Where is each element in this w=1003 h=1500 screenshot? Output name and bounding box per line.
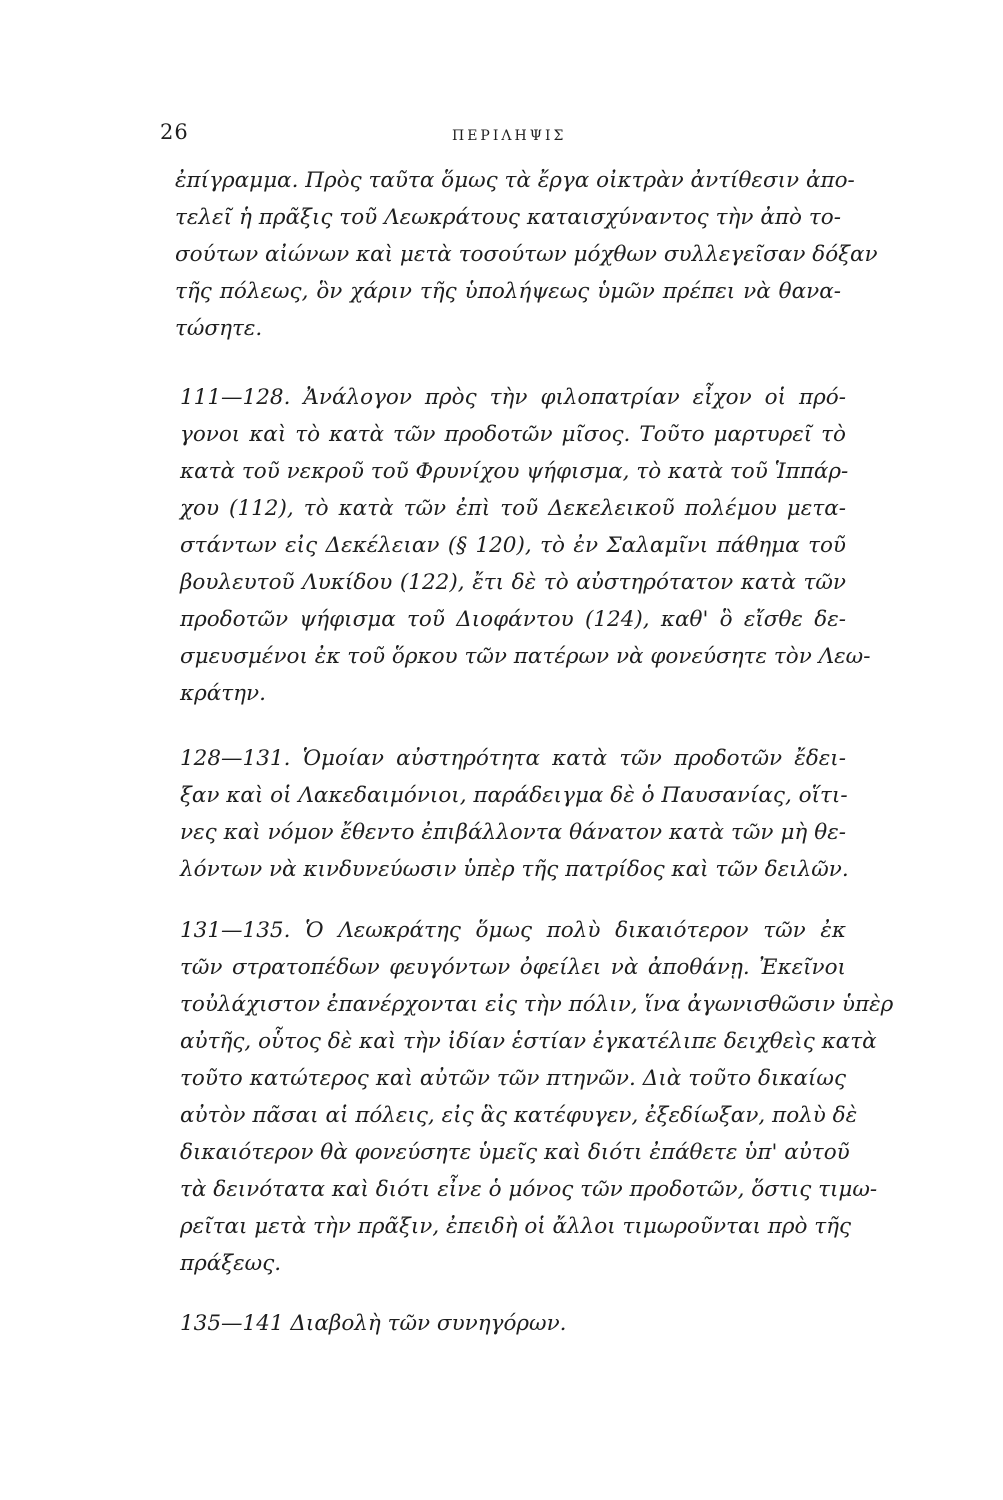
text-line: τὰ δεινότατα καὶ διότι εἶνε ὁ μόνος τῶν προδοτῶν, ὅστις τιμω- (180, 1177, 878, 1202)
text-line: χου (112), τὸ κατὰ τῶν ἐπὶ τοῦ Δεκελεικοῦ πολέμου μετα- (180, 496, 846, 521)
text-line: τοῦτο κατώτερος καὶ αὐτῶν τῶν πτηνῶν. Διὰ τοῦτο δικαίως (180, 1066, 846, 1091)
text-line: 131—135. Ὁ Λεωκράτης ὅμως πολὺ δικαιότερον τῶν ἐκ (180, 918, 846, 943)
paragraph-128-131 (180, 740, 849, 888)
running-head: ΠΕΡΙΛΗΨΙΣ (452, 128, 567, 144)
text-line: 135—141 Διαβολὴ τῶν συνηγόρων. (180, 1311, 567, 1336)
text-line: κράτην. (180, 681, 266, 706)
text-line: πράξεως. (180, 1251, 282, 1276)
text-line: ρεῖται μετὰ τὴν πρᾶξιν, ἐπειδὴ οἱ ἄλλοι τιμωροῦνται πρὸ τῆς (180, 1214, 852, 1239)
text-line: νες καὶ νόμον ἔθεντο ἐπιβάλλοντα θάνατον κατὰ τῶν μὴ θε- (180, 820, 846, 845)
text-line: τελεῖ ἡ πρᾶξις τοῦ Λεωκράτους καταισχύναντος τὴν ἀπὸ το- (175, 205, 841, 230)
paragraph-111-128 (180, 379, 871, 712)
text-line: 128—131. Ὁμοίαν αὐστηρότητα κατὰ τῶν προδοτῶν ἔδει- (180, 746, 846, 771)
text-line: στάντων εἰς Δεκέλειαν (§ 120), τὸ ἐν Σαλαμῖνι πάθημα τοῦ (180, 533, 846, 558)
text-line: τοὐλάχιστον ἐπανέρχονται εἰς τὴν πόλιν, ἵνα ἀγωνισθῶσιν ὑπὲρ (180, 992, 894, 1017)
text-line: προδοτῶν ψήφισμα τοῦ Διοφάντου (124), καθ' ὃ εἴσθε δε- (180, 607, 846, 632)
text-line: τῶν στρατοπέδων φευγόντων ὀφείλει νὰ ἀποθάνῃ. Ἐκεῖνοι (180, 955, 846, 980)
text-line: τῆς πόλεως, ὃν χάριν τῆς ὑπολήψεως ὑμῶν πρέπει νὰ θανα- (175, 279, 841, 304)
text-line: τώσητε. (175, 316, 263, 341)
paragraph-continuation (175, 162, 878, 347)
text-line: ἐπίγραμμα. Πρὸς ταῦτα ὅμως τὰ ἔργα οἰκτρὰν ἀντίθεσιν ἀπο- (175, 168, 855, 193)
paragraph-131-135 (180, 912, 894, 1282)
text-line: ξαν καὶ οἱ Λακεδαιμόνιοι, παράδειγμα δὲ ὁ Παυσανίας, οἵτι- (180, 783, 848, 808)
text-line: βουλευτοῦ Λυκίδου (122), ἔτι δὲ τὸ αὐστηρότατον κατὰ τῶν (180, 570, 846, 595)
text-line: γονοι καὶ τὸ κατὰ τῶν προδοτῶν μῖσος. Τοῦτο μαρτυρεῖ τὸ (180, 422, 846, 447)
page-number: 26 (160, 120, 189, 144)
text-line: αὐτῆς, οὗτος δὲ καὶ τὴν ἰδίαν ἑστίαν ἐγκατέλιπε δειχθεὶς κατὰ (180, 1029, 877, 1054)
paragraph-135-141 (180, 1305, 846, 1342)
text-line: κατὰ τοῦ νεκροῦ τοῦ Φρυνίχου ψήφισμα, τὸ κατὰ τοῦ Ἱππάρ- (180, 459, 849, 484)
text-line: 111—128. Ἀνάλογον πρὸς τὴν φιλοπατρίαν εἶχον οἱ πρό- (180, 385, 846, 410)
text-line: σμευσμένοι ἐκ τοῦ ὅρκου τῶν πατέρων νὰ φονεύσητε τὸν Λεω- (180, 644, 871, 669)
text-line: σούτων αἰώνων καὶ μετὰ τοσούτων μόχθων συλλεγεῖσαν δόξαν (175, 242, 878, 267)
text-line: λόντων νὰ κινδυνεύωσιν ὑπὲρ τῆς πατρίδος καὶ τῶν δειλῶν. (180, 857, 849, 882)
text-line: δικαιότερον θὰ φονεύσητε ὑμεῖς καὶ διότι ἐπάθετε ὑπ' αὐτοῦ (180, 1140, 850, 1165)
text-line: αὐτὸν πᾶσαι αἱ πόλεις, εἰς ἃς κατέφυγεν, ἐξεδίωξαν, πολὺ δὲ (180, 1103, 858, 1128)
